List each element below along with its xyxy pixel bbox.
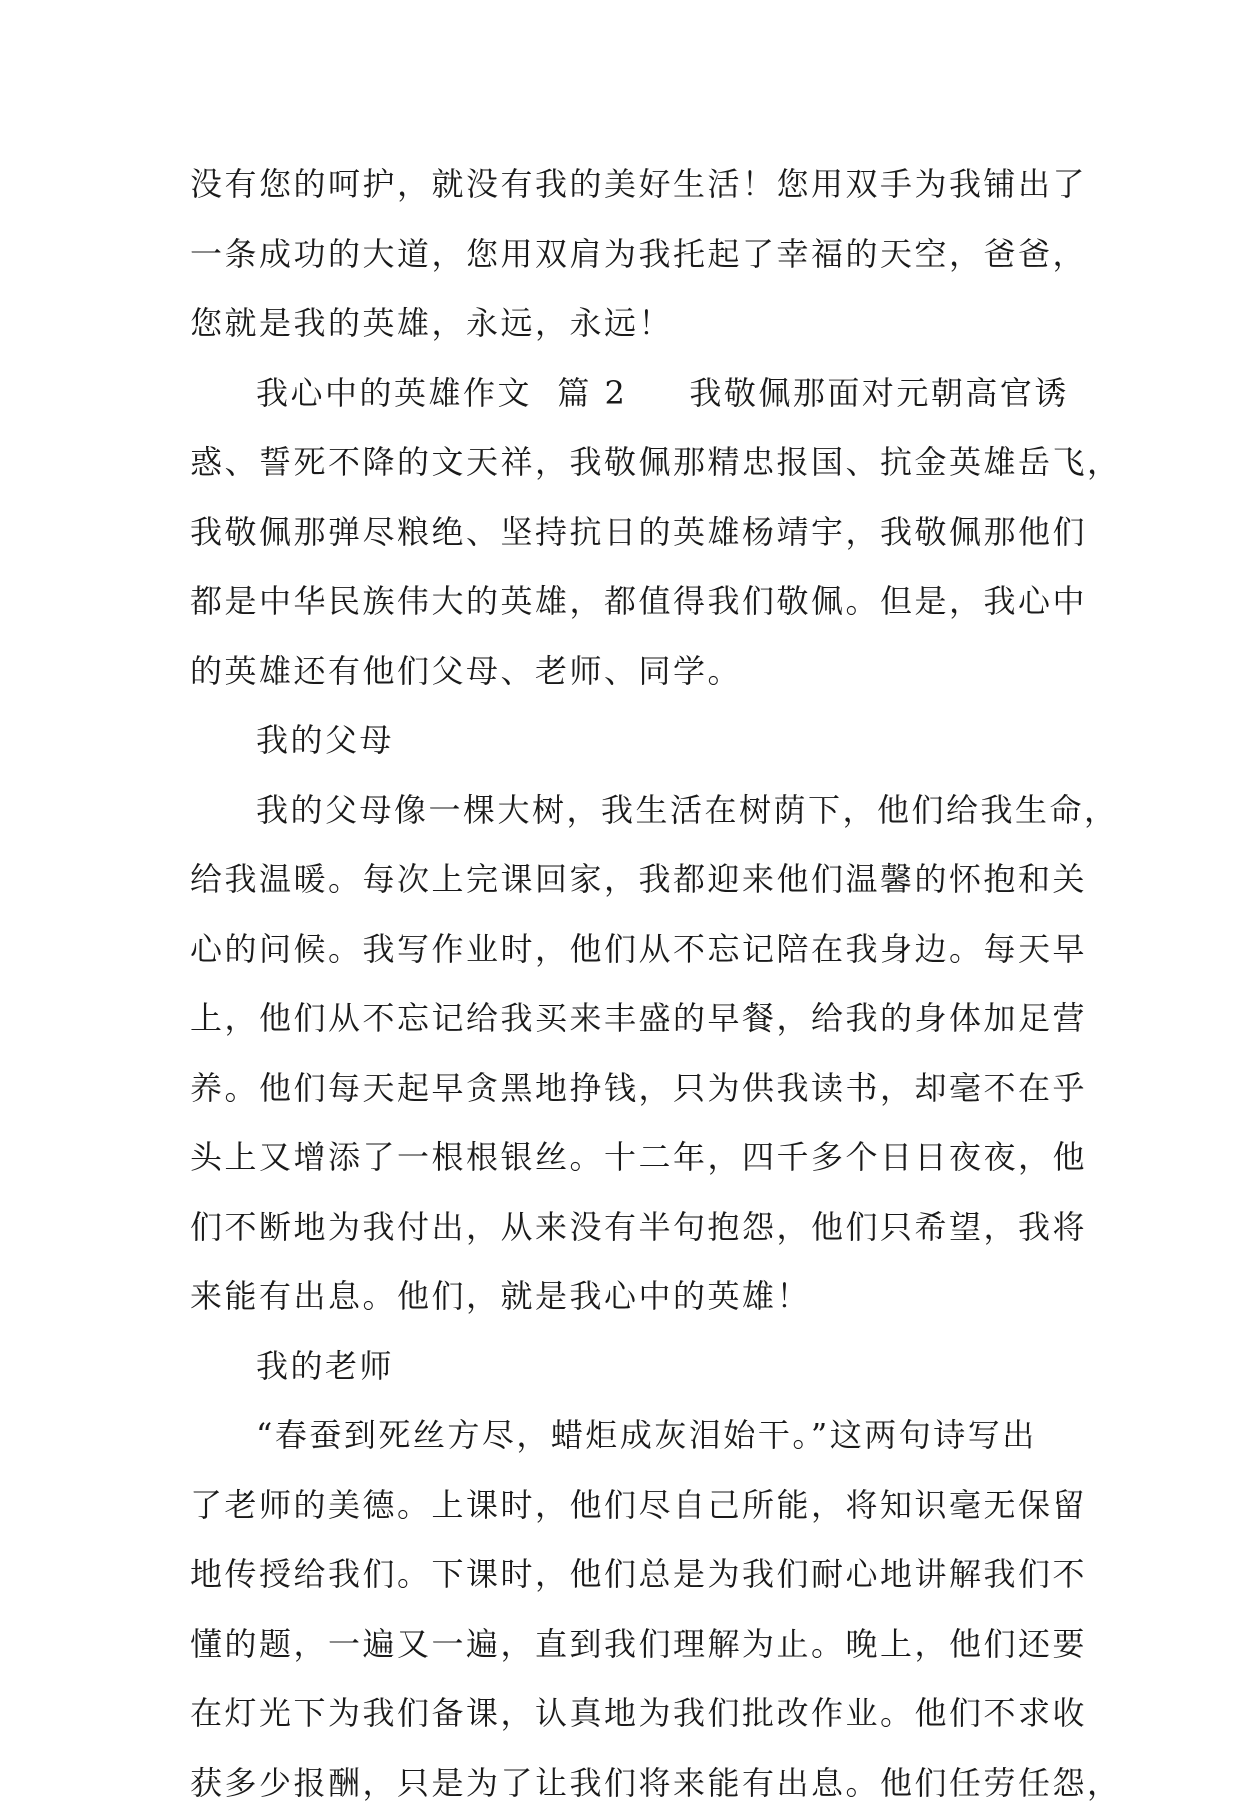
text-line: 来能有出息。他们，就是我心中的英雄！	[190, 1262, 1050, 1332]
text-line: 获多少报酬，只是为了让我们将来能有出息。他们任劳任怨，	[190, 1749, 1050, 1818]
text-line: 养。他们每天起早贪黑地挣钱，只为供我读书，却毫不在乎	[190, 1054, 1050, 1124]
text-line: “春蚕到死丝方尽，蜡炬成灰泪始干。”这两句诗写出	[190, 1401, 1050, 1471]
text-line: 们不断地为我付出，从来没有半句抱怨，他们只希望，我将	[190, 1193, 1050, 1263]
text-line: 您就是我的英雄，永远，永远！	[190, 289, 1050, 359]
section-heading-line	[190, 359, 1050, 429]
text-line: 在灯光下为我们备课，认真地为我们批改作业。他们不求收	[190, 1679, 1050, 1749]
subheading-teachers: 我的老师	[190, 1332, 1050, 1402]
document-page	[190, 150, 1050, 1818]
text-line: 的英雄还有他们父母、老师、同学。	[190, 637, 1050, 707]
text-line: 都是中华民族伟大的英雄，都值得我们敬佩。但是，我心中	[190, 567, 1050, 637]
text-line: 了老师的美德。上课时，他们尽自己所能，将知识毫无保留	[190, 1471, 1050, 1541]
text-line: 给我温暖。每次上完课回家，我都迎来他们温馨的怀抱和关	[190, 845, 1050, 915]
text-line: 没有您的呵护，就没有我的美好生活！您用双手为我铺出了	[190, 150, 1050, 220]
section-title: 我心中的英雄作文 篇 2	[256, 374, 627, 412]
text-line: 地传授给我们。下课时，他们总是为我们耐心地讲解我们不	[190, 1540, 1050, 1610]
text-line: 头上又增添了一根根银丝。十二年，四千多个日日夜夜，他	[190, 1123, 1050, 1193]
subheading-parents: 我的父母	[190, 706, 1050, 776]
text-line: 心的问候。我写作业时，他们从不忘记陪在我身边。每天早	[190, 915, 1050, 985]
text-line: 我的父母像一棵大树，我生活在树荫下，他们给我生命，	[190, 776, 1050, 846]
text-line: 上，他们从不忘记给我买来丰盛的早餐，给我的身体加足营	[190, 984, 1050, 1054]
text-line: 一条成功的大道，您用双肩为我托起了幸福的天空，爸爸，	[190, 220, 1050, 290]
text-line: 惑、誓死不降的文天祥，我敬佩那精忠报国、抗金英雄岳飞，	[190, 428, 1050, 498]
text-line: 懂的题，一遍又一遍，直到我们理解为止。晚上，他们还要	[190, 1610, 1050, 1680]
text-line: 我敬佩那面对元朝高官诱	[689, 374, 1069, 412]
text-line: 我敬佩那弹尽粮绝、坚持抗日的英雄杨靖宇，我敬佩那他们	[190, 498, 1050, 568]
